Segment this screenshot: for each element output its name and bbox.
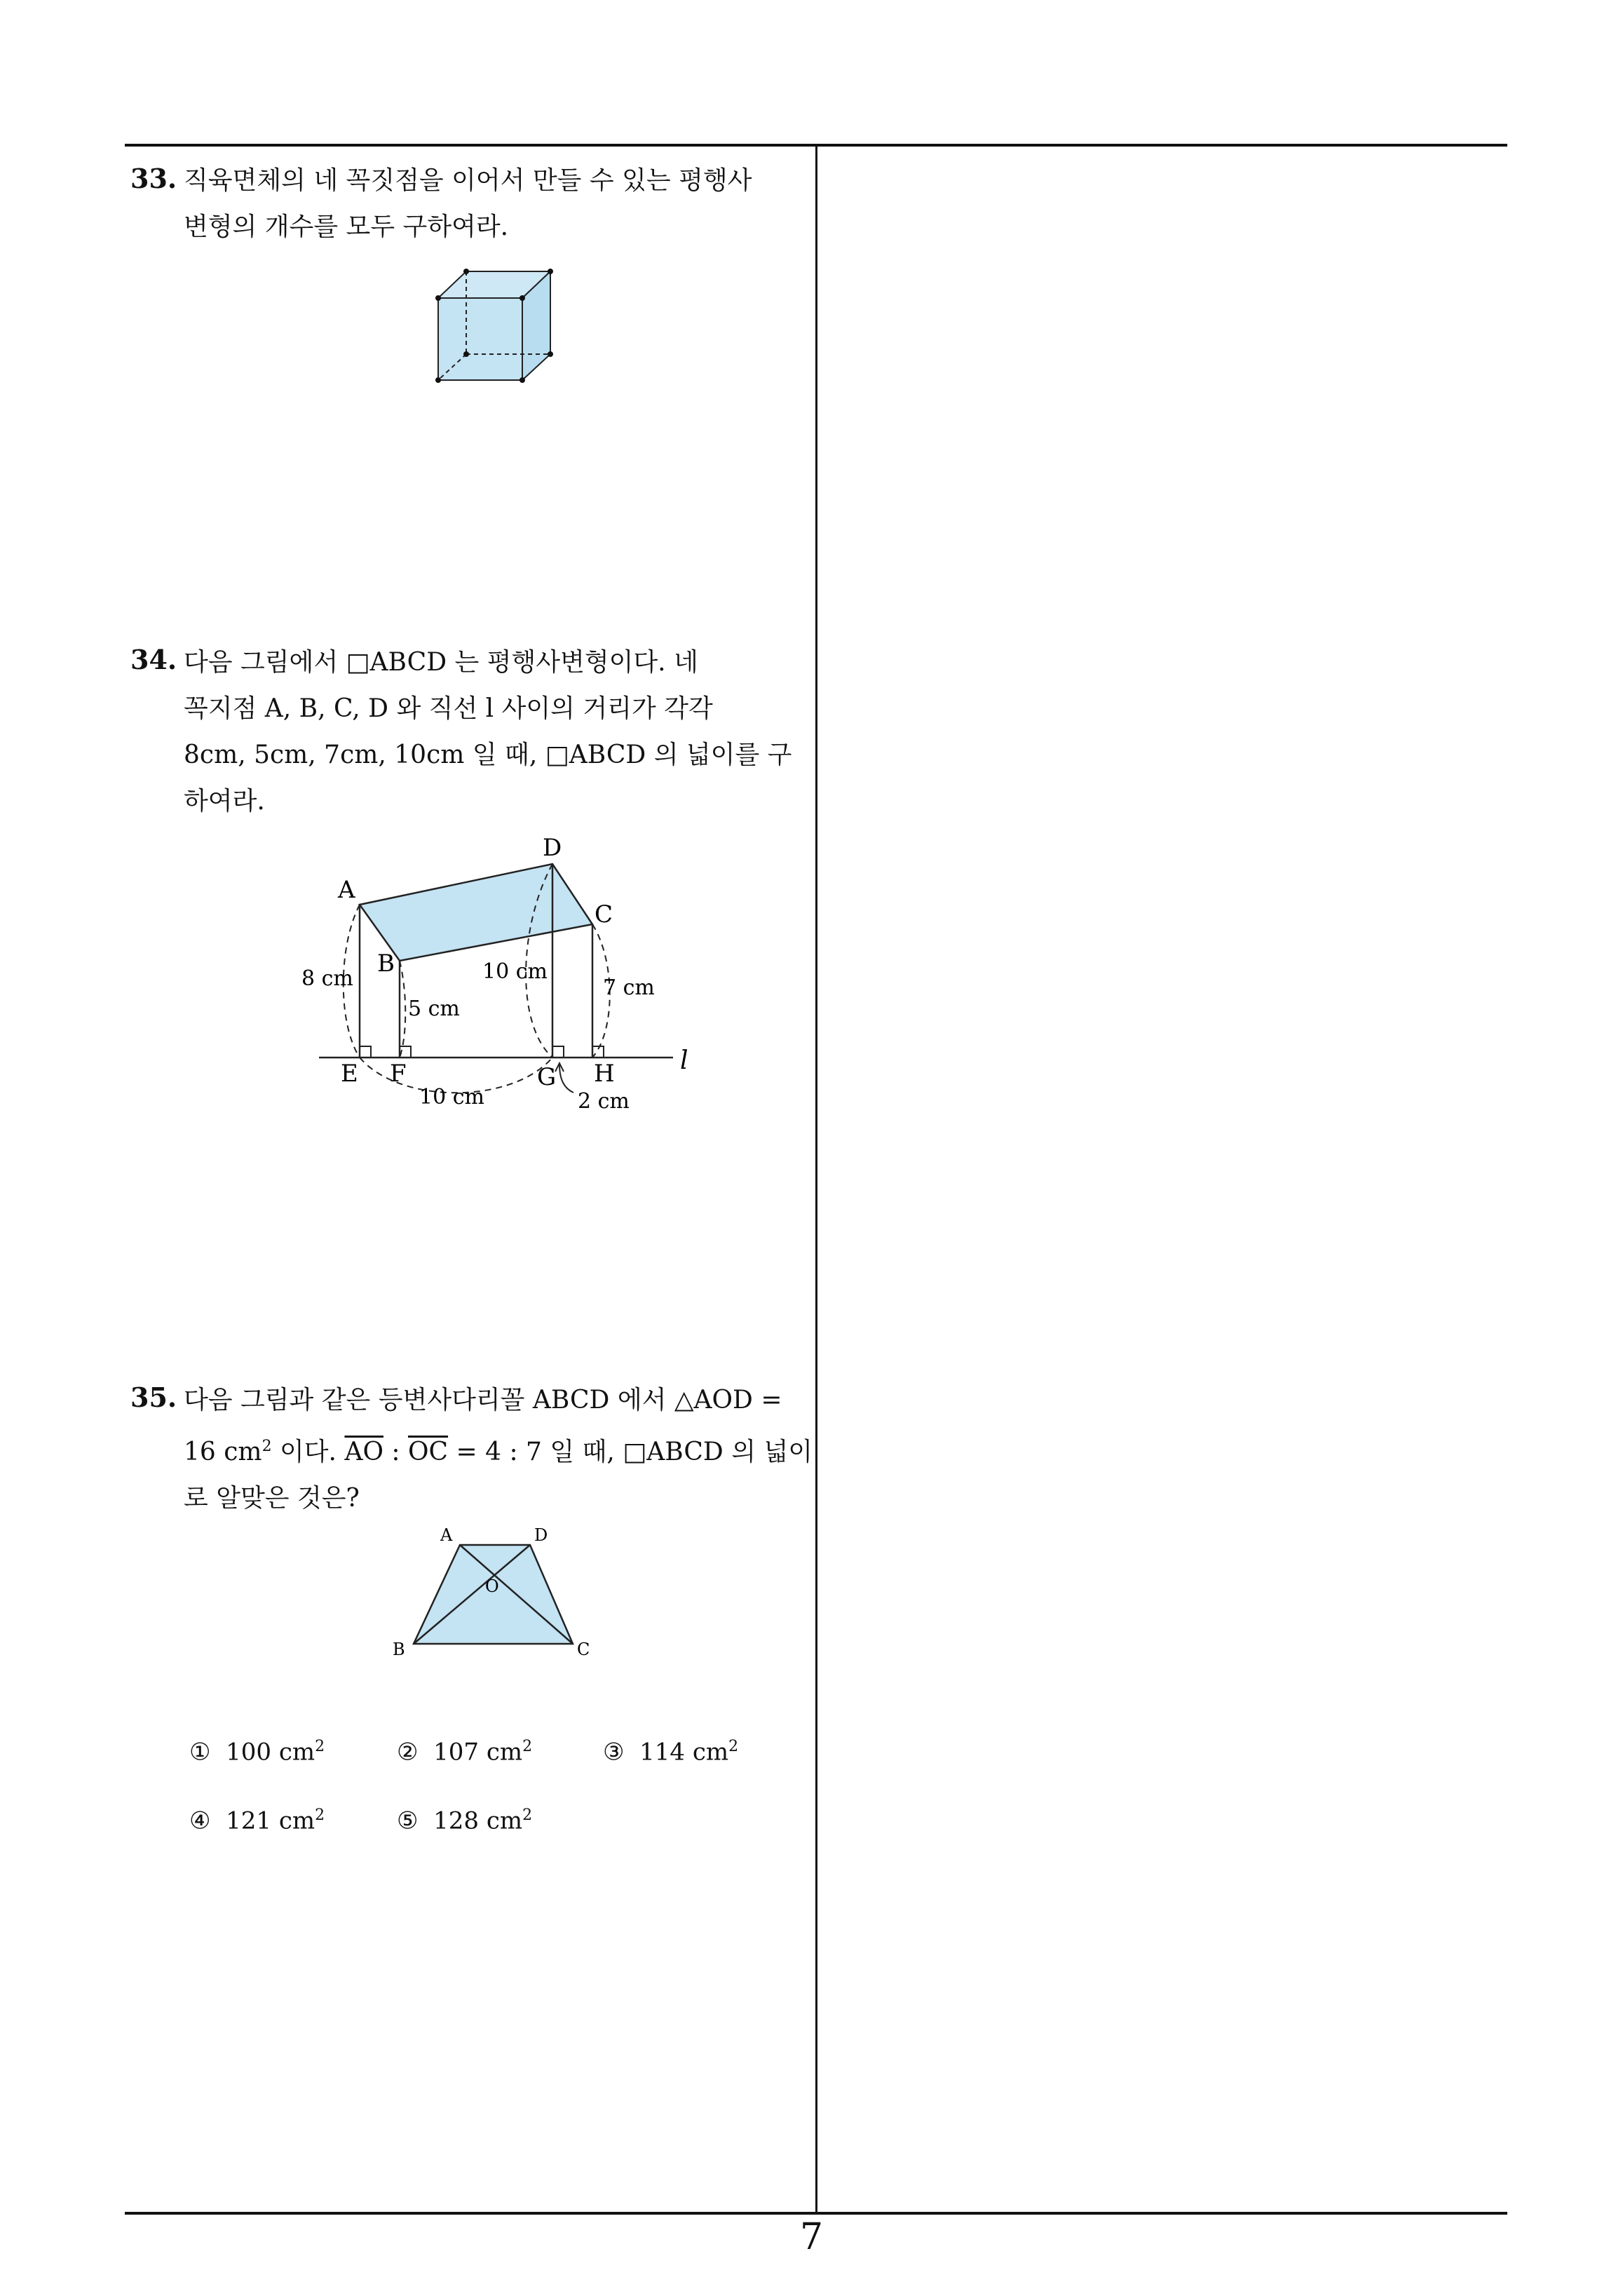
- q35-line-2: [184, 1424, 813, 1475]
- q35-area-value: 16 cm: [184, 1438, 262, 1466]
- q34-label-e: E: [341, 1060, 358, 1088]
- q34-number: 34.: [130, 644, 177, 675]
- q34-label-b: B: [377, 950, 395, 978]
- q34-line-2: 꼭지점 A, B, C, D 와 직선 l 사이의 거리가 각각: [184, 694, 713, 723]
- q35-label-b: B: [393, 1640, 405, 1659]
- column-divider: [815, 144, 817, 2213]
- q34-label-gh-2cm: 2 cm: [578, 1089, 630, 1114]
- q34-label-5cm: 5 cm: [408, 997, 460, 1021]
- q34-label-7cm: 7 cm: [603, 975, 655, 1000]
- choice-exp: 2: [522, 1807, 533, 1824]
- q34-label-10cm: 10 cm: [482, 959, 548, 984]
- choice-value: 128 cm: [433, 1807, 523, 1835]
- q33-text: [184, 158, 801, 250]
- q34-label-d: D: [543, 834, 562, 862]
- choice-marker: ⑤: [397, 1807, 419, 1835]
- q34-label-h: H: [594, 1060, 615, 1088]
- q34-label-f: F: [390, 1060, 407, 1088]
- q35-trapezoid-figure: [379, 1522, 610, 1662]
- q35-text: [184, 1377, 813, 1522]
- q34-label-c: C: [595, 900, 613, 928]
- choice-exp: 2: [728, 1738, 739, 1755]
- q35-choice-5[interactable]: [397, 1807, 532, 1835]
- q33-cuboid-figure: [421, 259, 575, 393]
- choice-value: 100 cm: [226, 1738, 315, 1767]
- q34-label-a: A: [338, 876, 355, 904]
- choice-value: 121 cm: [226, 1807, 315, 1835]
- q33-line-2: 변형의 개수를 모두 구하여라.: [184, 212, 509, 241]
- q34-line-1: 다음 그림에서 □ABCD 는 평행사변형이다. 네: [184, 648, 698, 677]
- q35-number: 35.: [130, 1382, 177, 1413]
- choice-exp: 2: [315, 1738, 325, 1755]
- choice-marker: ①: [189, 1738, 211, 1767]
- choice-marker: ④: [189, 1807, 211, 1835]
- q35-label-a: A: [440, 1525, 453, 1545]
- q35-colon: :: [383, 1438, 408, 1466]
- q34-line-4: 하여라.: [184, 787, 265, 816]
- choice-marker: ③: [603, 1738, 625, 1767]
- q35-label-c: C: [577, 1640, 590, 1659]
- q33-number: 33.: [130, 163, 177, 194]
- q34-label-eg-10cm: 10 cm: [419, 1085, 484, 1109]
- page-number: 7: [799, 2216, 824, 2258]
- q35-choice-4[interactable]: [189, 1807, 325, 1835]
- q34-label-8cm: 8 cm: [301, 966, 353, 991]
- q34-line-3: 8cm, 5cm, 7cm, 10cm 일 때, □ABCD 의 넓이를 구: [184, 741, 792, 769]
- q35-line-3: 로 알맞은 것은?: [184, 1484, 360, 1513]
- choice-exp: 2: [522, 1738, 533, 1755]
- choice-value: 107 cm: [433, 1738, 523, 1767]
- q35-choice-3[interactable]: [603, 1738, 738, 1766]
- q35-segment-ao: $\overline{AO}$: [344, 1438, 383, 1466]
- q35-area-exp: 2: [262, 1438, 272, 1455]
- q35-label-o: O: [485, 1576, 499, 1596]
- q33-line-1: 직육면체의 네 꼭짓점을 이어서 만들 수 있는 평행사: [184, 166, 752, 195]
- choice-exp: 2: [315, 1807, 325, 1824]
- q35-label-d: D: [534, 1525, 548, 1545]
- choice-marker: ②: [397, 1738, 419, 1767]
- bottom-rule: [125, 2212, 1507, 2215]
- choice-value: 114 cm: [639, 1738, 729, 1767]
- q35-choice-2[interactable]: [397, 1738, 532, 1766]
- q35-line-1: 다음 그림과 같은 등변사다리꼴 ABCD 에서 △AOD =: [184, 1386, 782, 1414]
- q35-line-2-post: = 4 : 7 일 때, □ABCD 의 넓이: [448, 1438, 813, 1466]
- q35-choice-1[interactable]: [189, 1738, 325, 1766]
- q34-text: [184, 640, 801, 825]
- q35-segment-oc: $\overline{OC}$: [407, 1438, 449, 1466]
- q34-parallelogram-figure: [280, 828, 729, 1136]
- q34-label-line-l: l: [680, 1046, 688, 1075]
- q34-label-g: G: [537, 1063, 557, 1091]
- q35-line-2-mid: 이다.: [271, 1438, 345, 1466]
